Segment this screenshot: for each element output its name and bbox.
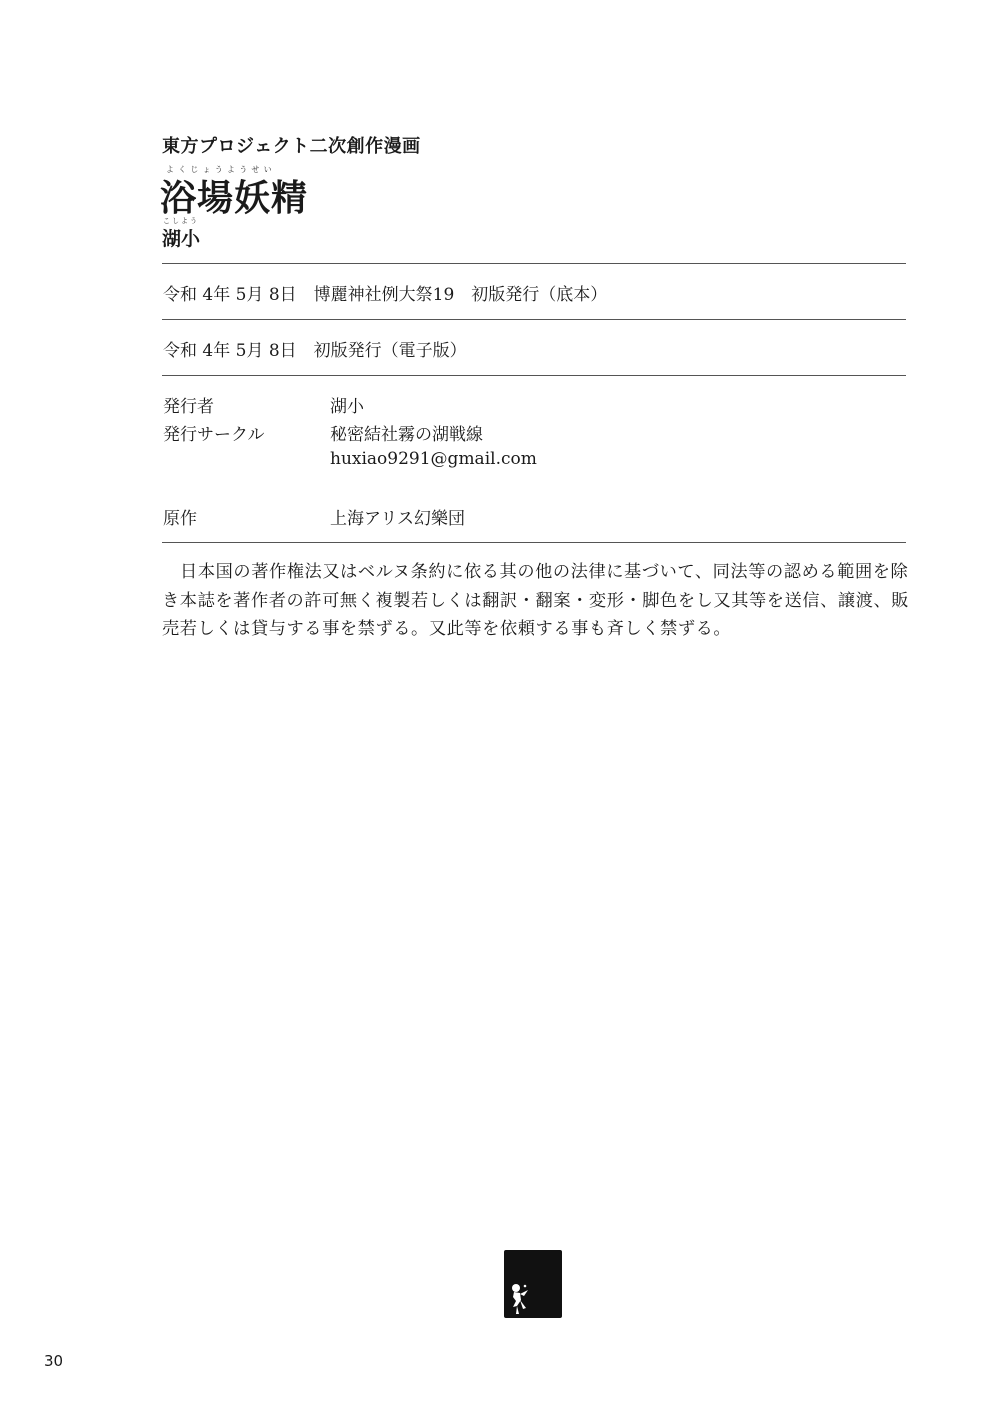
copyright-notice: 日本国の著作権法又はベルヌ条約に依る其の他の法律に基づいて、同法等の認める範囲を除き本誌を著作者の許可無く複製若しくは翻訳・翻案・変形・脚色をし又其等を送信、譲渡、販売若しくは貸与する事を禁ずる。又此等を依頼する事も斉しく禁ずる。 <box>162 562 910 639</box>
original-work-label: 原作 <box>163 509 197 529</box>
publisher-label: 発行者 <box>163 397 214 417</box>
page-number: 30 <box>44 1352 64 1370</box>
contact-email: huxiao9291@gmail.com <box>330 449 537 469</box>
circle-logo <box>504 1250 562 1318</box>
author-furigana: こしよう <box>163 217 199 225</box>
divider <box>162 263 906 264</box>
title-furigana: よくじょうようせい <box>166 165 276 174</box>
edition-print: 令和 4年 5月 8日 博麗神社例大祭19 初版発行（底本） <box>163 285 608 305</box>
series-heading: 東方プロジェクト二次創作漫画 <box>162 136 421 157</box>
circle-label: 発行サークル <box>163 425 265 445</box>
author-name: 湖小 <box>162 228 201 250</box>
edition-digital: 令和 4年 5月 8日 初版発行（電子版） <box>163 341 467 361</box>
divider <box>162 542 906 543</box>
divider <box>162 319 906 320</box>
divider <box>162 375 906 376</box>
book-title: 浴場妖精 <box>160 178 309 219</box>
original-work-value: 上海アリス幻樂団 <box>330 509 465 529</box>
circle-value: 秘密結社霧の湖戦線 <box>330 425 483 445</box>
publisher-value: 湖小 <box>330 397 364 417</box>
fairy-silhouette-icon <box>504 1250 562 1318</box>
